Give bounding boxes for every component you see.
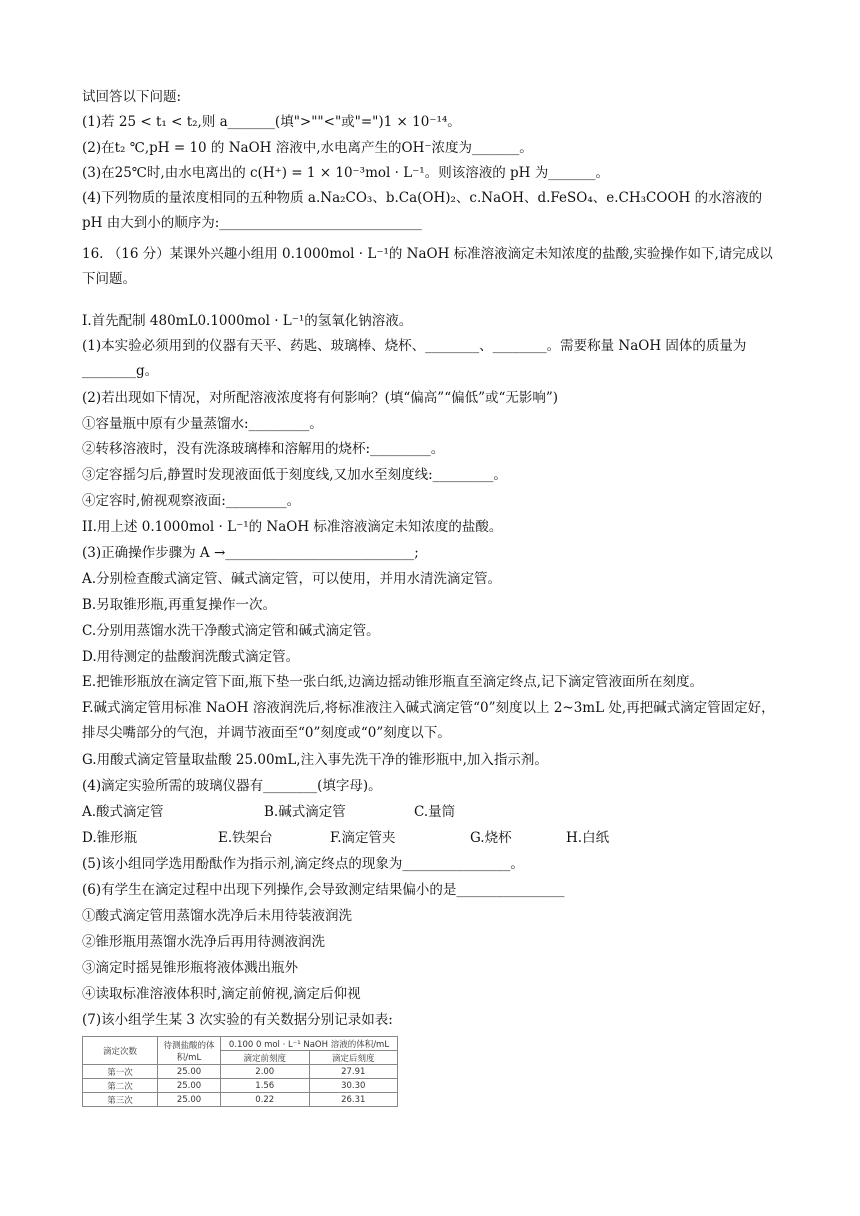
case-1: ①容量瓶中原有少量蒸馏水:_________。 <box>82 416 323 432</box>
header-after: 滴定后刻度 <box>309 1051 398 1065</box>
cell-volume: 25.00 <box>158 1065 221 1079</box>
choice-b: B.碱式滴定管 <box>264 804 346 820</box>
case-4: ④定容时,俯视观察液面:_________。 <box>82 493 301 509</box>
choice-h: H.白纸 <box>566 830 610 846</box>
sub-question-6: (6)有学生在滴定过程中出现下列操作,会导致测定结果偏小的是________________ <box>82 882 565 898</box>
case-2: ②转移溶液时，没有洗涤玻璃棒和溶解用的烧杯:_________。 <box>82 441 445 457</box>
choice-c: C.量筒 <box>414 804 456 820</box>
option-2: ②锥形瓶用蒸馏水洗净后再用待测液润洗 <box>82 934 325 950</box>
sub-question-2: (2)若出现如下情况，对所配溶液浓度将有何影响？(填“偏高”“偏低”或“无影响”) <box>82 390 559 406</box>
choice-e: E.铁架台 <box>218 830 273 846</box>
choice-g: G.烧杯 <box>470 830 512 846</box>
question-3: (3)在25℃时,由水电离出的 c(H⁺) = 1 × 10⁻³mol · L⁻¹。则该溶液的 pH 为_______。 <box>82 165 609 181</box>
question-4: (4)下列物质的量浓度相同的五种物质 a.Na₂CO₃、b.Ca(OH)₂、c.NaOH、d.FeSO₄、e.CH₃COOH 的水溶液的pH 由大到小的顺序为:______________________________ <box>82 190 763 231</box>
choice-f: F.滴定管夹 <box>330 830 396 846</box>
header-naoh-volume: 0.100 0 mol · L⁻¹ NaOH 溶液的体积/mL <box>221 1037 398 1051</box>
sub-question-4: (4)滴定实验所需的玻璃仪器有________(填字母)。 <box>82 778 382 794</box>
step-d: D.用待测定的盐酸润洗酸式滴定管。 <box>82 649 300 665</box>
titration-data-table <box>82 1036 398 1107</box>
cell-before: 1.56 <box>221 1079 310 1093</box>
cell-count: 第三次 <box>83 1093 158 1107</box>
step-c: C.分别用蒸馏水洗干净酸式滴定管和碱式滴定管。 <box>82 623 380 639</box>
cell-after: 27.91 <box>309 1065 398 1079</box>
header-before: 滴定前刻度 <box>221 1051 310 1065</box>
cell-volume: 25.00 <box>158 1093 221 1107</box>
cell-after: 26.31 <box>309 1093 398 1107</box>
table-row <box>83 1065 398 1079</box>
step-e: E.把锥形瓶放在滴定管下面,瓶下垫一张白纸,边滴边摇动锥形瓶直至滴定终点,记下滴定管液面所在刻度。 <box>82 674 704 690</box>
cell-count: 第一次 <box>83 1065 158 1079</box>
choice-a: A.酸式滴定管 <box>82 804 164 820</box>
cell-before: 2.00 <box>221 1065 310 1079</box>
cell-before: 0.22 <box>221 1093 310 1107</box>
step-f: F.碱式滴定管用标准 NaOH 溶液润洗后,将标准液注入碱式滴定管“0”刻度以上 2~3mL 处,再把碱式滴定管固定好，排尽尖嘴部分的气泡，并调节液面至“0”刻度或“0”刻度以下。 <box>82 700 775 741</box>
part-2-heading: II.用上述 0.1000mol · L⁻¹的 NaOH 标准溶液滴定未知浓度的盐酸。 <box>82 519 503 535</box>
option-3: ③滴定时摇晃锥形瓶将液体溅出瓶外 <box>82 960 298 976</box>
sub-question-5: (5)该小组同学选用酚酞作为指示剂,滴定终点的现象为________________。 <box>82 856 524 872</box>
sub-question-1: (1)本实验必须用到的仪器有天平、药匙、玻璃棒、烧杯、________、________。需要称量 NaOH 固体的质量为________g。 <box>82 338 747 379</box>
table-row <box>83 1093 398 1107</box>
part-1-heading: I.首先配制 480mL0.1000mol · L⁻¹的氢氧化钠溶液。 <box>82 313 413 329</box>
step-g: G.用酸式滴定管量取盐酸 25.00mL,注入事先洗干净的锥形瓶中,加入指示剂。 <box>82 752 548 768</box>
step-a: A.分别检查酸式滴定管、碱式滴定管，可以使用，并用水清洗滴定管。 <box>82 571 502 587</box>
sub-question-3: (3)正确操作步骤为 A →____________________________; <box>82 545 419 561</box>
choice-d: D.锥形瓶 <box>82 830 138 846</box>
option-4: ④读取标准溶液体积时,滴定前俯视,滴定后仰视 <box>82 986 361 1002</box>
sub-question-7: (7)该小组学生某 3 次实验的有关数据分别记录如表: <box>82 1012 393 1028</box>
question-16-title: 16. （16 分）某课外兴趣小组用 0.1000mol · L⁻¹的 NaOH 标准溶液滴定未知浓度的盐酸,实验操作如下,请完成以下问题。 <box>82 246 773 287</box>
header-count: 滴定次数 <box>83 1037 158 1065</box>
question-1: (1)若 25 < t₁ < t₂,则 a_______(填">""<"或"=")1 × 10⁻¹⁴。 <box>82 114 461 130</box>
cell-after: 30.30 <box>309 1079 398 1093</box>
header-sample-volume: 待测盐酸的体积/mL <box>158 1037 221 1065</box>
step-b: B.另取锥形瓶,再重复操作一次。 <box>82 597 277 613</box>
option-1: ①酸式滴定管用蒸馏水洗净后未用待装液润洗 <box>82 908 352 924</box>
intro-text: 试回答以下问题: <box>82 89 182 105</box>
case-3: ③定容摇匀后,静置时发现液面低于刻度线,又加水至刻度线:_________。 <box>82 467 507 483</box>
cell-count: 第二次 <box>83 1079 158 1093</box>
table-row <box>83 1079 398 1093</box>
cell-volume: 25.00 <box>158 1079 221 1093</box>
question-2: (2)在t₂ ℃,pH = 10 的 NaOH 溶液中,水电离产生的OH⁻浓度为_______。 <box>82 140 533 156</box>
